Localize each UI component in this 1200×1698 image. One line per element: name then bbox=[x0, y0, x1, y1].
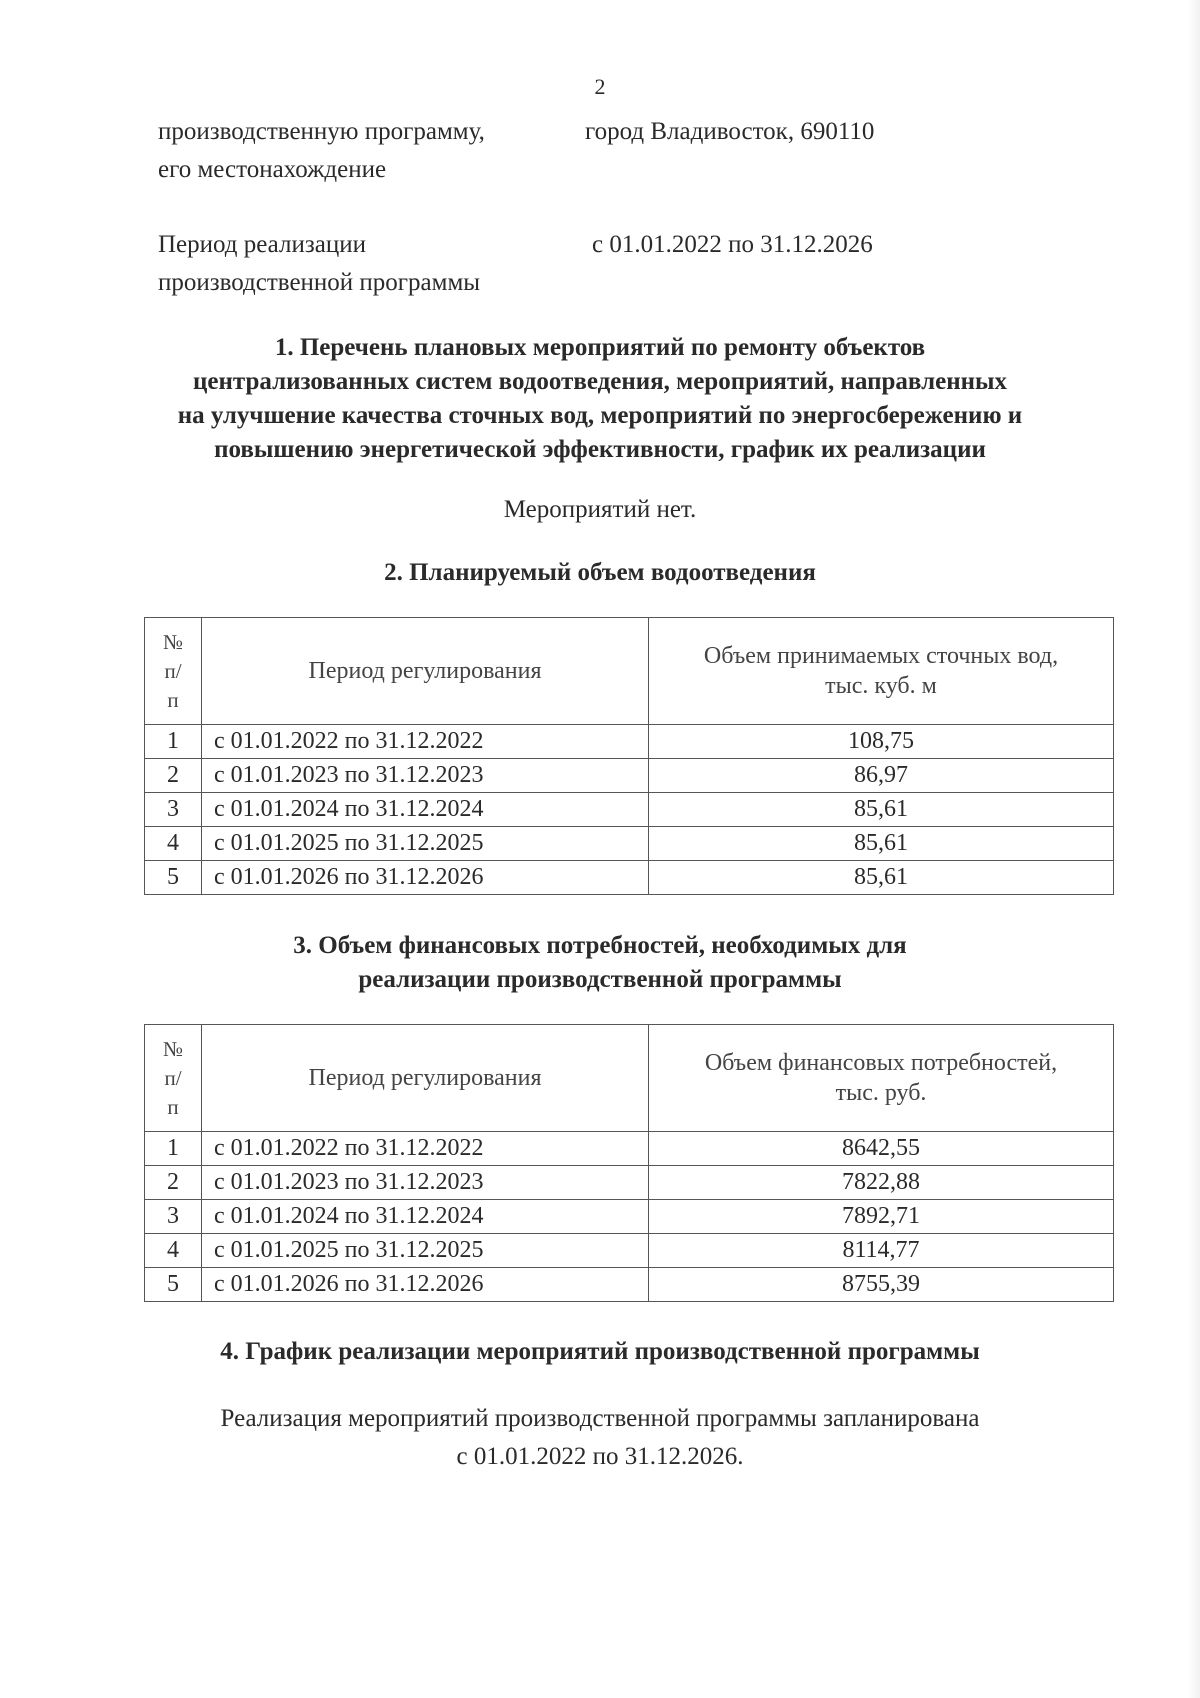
row-period: с 01.01.2026 по 31.12.2026 bbox=[202, 861, 649, 895]
row-number: 3 bbox=[145, 1200, 202, 1234]
table-row bbox=[145, 1234, 1114, 1268]
section1-heading-line: централизованных систем водоотведения, мероприятий, направленных bbox=[192, 368, 1008, 395]
row-value: 85,61 bbox=[649, 861, 1114, 895]
section1-heading-line: на улучшение качества сточных вод, мероприятий по энергосбережению и bbox=[177, 402, 1023, 429]
row-value: 8642,55 bbox=[649, 1132, 1114, 1166]
row-period: с 01.01.2026 по 31.12.2026 bbox=[202, 1268, 649, 1302]
table-row bbox=[145, 1200, 1114, 1234]
header-financial-line1: Объем финансовых потребностей, bbox=[704, 1050, 1058, 1076]
section3-heading bbox=[0, 929, 1200, 997]
row-period: с 01.01.2025 по 31.12.2025 bbox=[202, 827, 649, 861]
table-row bbox=[145, 1132, 1114, 1166]
column-header-financial bbox=[649, 1025, 1114, 1132]
row-value: 108,75 bbox=[649, 725, 1114, 759]
row-number: 1 bbox=[145, 1132, 202, 1166]
row-period: с 01.01.2023 по 31.12.2023 bbox=[202, 759, 649, 793]
section4-heading: 4. График реализации мероприятий производственной программы bbox=[220, 1338, 980, 1365]
row-period: с 01.01.2024 по 31.12.2024 bbox=[202, 1200, 649, 1234]
row-period: с 01.01.2022 по 31.12.2022 bbox=[202, 725, 649, 759]
table-header-row bbox=[145, 618, 1114, 725]
row-period: с 01.01.2024 по 31.12.2024 bbox=[202, 793, 649, 827]
wastewater-volume-table bbox=[144, 617, 1114, 895]
section1-heading bbox=[0, 331, 1200, 467]
period-value: с 01.01.2022 по 31.12.2026 bbox=[592, 231, 873, 258]
header-number-line3: п bbox=[167, 687, 179, 712]
row-number: 4 bbox=[145, 1234, 202, 1268]
section3-heading-line2: реализации производственной программы bbox=[358, 966, 842, 993]
financial-needs-table bbox=[144, 1024, 1114, 1302]
column-header-number bbox=[145, 618, 202, 725]
period-label-line1: Период реализации bbox=[158, 231, 366, 258]
header-number-line1: № bbox=[162, 629, 184, 654]
page-number: 2 bbox=[594, 74, 606, 99]
row-period: с 01.01.2023 по 31.12.2023 bbox=[202, 1166, 649, 1200]
table-header-row bbox=[145, 1025, 1114, 1132]
section1-text: Мероприятий нет. bbox=[503, 496, 697, 523]
section2-heading: 2. Планируемый объем водоотведения bbox=[384, 559, 816, 586]
row-number: 2 bbox=[145, 759, 202, 793]
table-row bbox=[145, 827, 1114, 861]
header-volume-line2: тыс. куб. м bbox=[825, 673, 937, 699]
info-block bbox=[158, 113, 1118, 303]
section4-text bbox=[0, 1400, 1200, 1476]
row-period: с 01.01.2025 по 31.12.2025 bbox=[202, 1234, 649, 1268]
header-number-line1: № bbox=[162, 1036, 184, 1061]
column-header-period: Период регулирования bbox=[202, 1025, 649, 1132]
row-number: 5 bbox=[145, 1268, 202, 1302]
table-row bbox=[145, 1166, 1114, 1200]
row-number: 3 bbox=[145, 793, 202, 827]
row-value: 7822,88 bbox=[649, 1166, 1114, 1200]
producer-label bbox=[158, 113, 598, 189]
row-number: 2 bbox=[145, 1166, 202, 1200]
row-value: 85,61 bbox=[649, 793, 1114, 827]
producer-label-line1: производственную программу, bbox=[158, 118, 485, 145]
section4-text-line2: с 01.01.2022 по 31.12.2026. bbox=[456, 1443, 744, 1470]
header-number-line2: п/ bbox=[164, 1065, 182, 1090]
producer-address: город Владивосток, 690110 bbox=[585, 118, 875, 145]
table-row bbox=[145, 793, 1114, 827]
row-period: с 01.01.2022 по 31.12.2022 bbox=[202, 1132, 649, 1166]
table-row bbox=[145, 1268, 1114, 1302]
table-row bbox=[145, 861, 1114, 895]
row-number: 5 bbox=[145, 861, 202, 895]
header-financial-line2: тыс. руб. bbox=[835, 1080, 927, 1106]
table-row bbox=[145, 725, 1114, 759]
column-header-period: Период регулирования bbox=[202, 618, 649, 725]
header-volume-line1: Объем принимаемых сточных вод, bbox=[703, 643, 1059, 669]
section3-heading-line1: 3. Объем финансовых потребностей, необходимых для bbox=[293, 932, 907, 959]
row-number: 1 bbox=[145, 725, 202, 759]
header-number-line3: п bbox=[167, 1094, 179, 1119]
row-value: 8114,77 bbox=[649, 1234, 1114, 1268]
header-number-line2: п/ bbox=[164, 658, 182, 683]
column-header-number bbox=[145, 1025, 202, 1132]
row-value: 7892,71 bbox=[649, 1200, 1114, 1234]
producer-label-line2: его местонахождение bbox=[158, 156, 387, 183]
row-number: 4 bbox=[145, 827, 202, 861]
row-value: 85,61 bbox=[649, 827, 1114, 861]
section1-heading-line: 1. Перечень плановых мероприятий по ремонту объектов bbox=[274, 334, 926, 361]
row-value: 86,97 bbox=[649, 759, 1114, 793]
period-label bbox=[158, 226, 598, 302]
period-label-line2: производственной программы bbox=[158, 269, 481, 296]
section1-heading-line: повышению энергетической эффективности, график их реализации bbox=[214, 436, 986, 463]
row-value: 8755,39 bbox=[649, 1268, 1114, 1302]
section4-text-line1: Реализация мероприятий производственной программы запланирована bbox=[220, 1405, 980, 1432]
column-header-volume bbox=[649, 618, 1114, 725]
table-row bbox=[145, 759, 1114, 793]
